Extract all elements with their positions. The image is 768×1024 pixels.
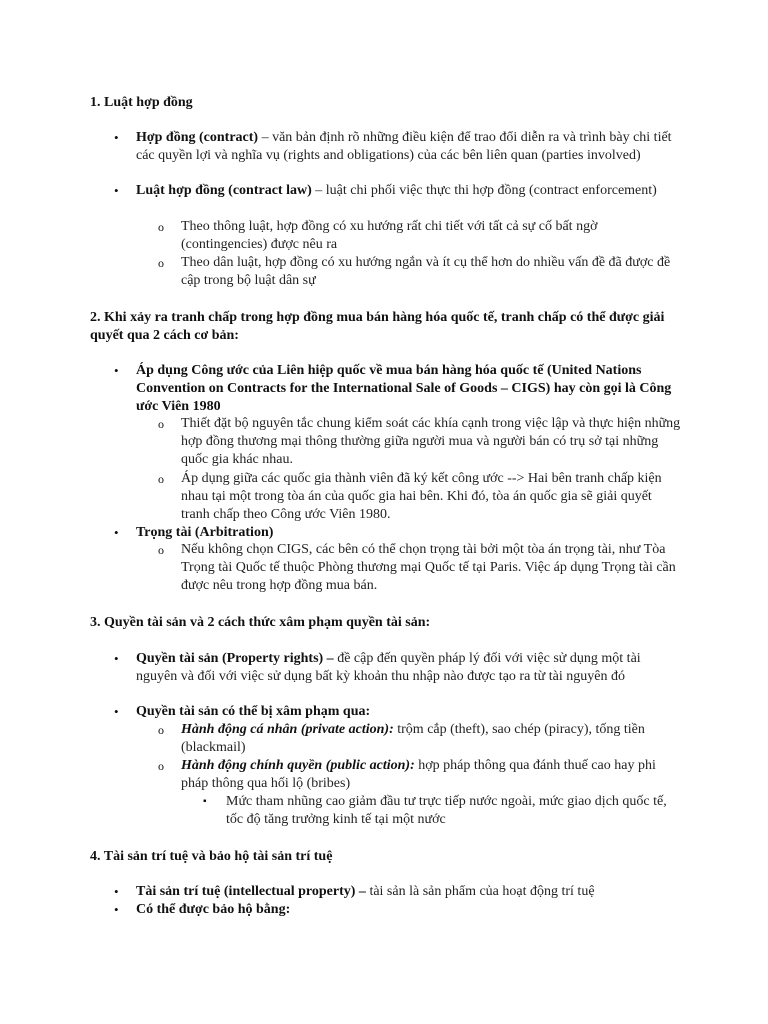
definition-text: đề cập đến quyền pháp lý đối với việc sử dụng một tài nguyên và đối với việc sử dụng bất kỳ khoản thu nhập nào được tạo ra từ tài nguyên đó	[136, 651, 641, 684]
square-marker: ▪	[203, 796, 207, 807]
circle-marker: o	[158, 759, 164, 773]
section-heading-4: 4. Tài sản trí tuệ và bảo hộ tài sản trí tuệ	[90, 849, 333, 864]
definition-text: trộm cắp (theft), sao chép (piracy), tống tiền (blackmail)	[181, 722, 645, 755]
circle-marker: o	[158, 543, 164, 557]
definition-text: – văn bản định rõ những điều kiện để trao đổi diễn ra và trình bày chi tiết các quyền lợi và nghĩa vụ (rights and obligations) của các bên liên quan (parties involved)	[136, 130, 672, 163]
term-label: Tài sản trí tuệ (intellectual property) –	[136, 884, 366, 899]
term-label: Quyền tài sản có thể bị xâm phạm qua:	[136, 704, 371, 719]
circle-marker: o	[158, 723, 164, 737]
sub-list-item: Thiết đặt bộ nguyên tắc chung kiểm soát các khía cạnh trong việc lập và thực hiện những hợp đồng thương mại thông thường giữa người mua và người bán có trụ sở tại những quốc gia khác nhau.	[181, 416, 681, 467]
bullet-marker: •	[114, 363, 119, 378]
sub-list-item: Theo thông luật, hợp đồng có xu hướng rất chi tiết với tất cả sự cố bất ngờ (contingencies) được nêu ra	[181, 219, 598, 252]
term-label: Hành động chính quyền (public action):	[181, 758, 415, 773]
section-heading-1: 1. Luật hợp đồng	[90, 95, 193, 110]
list-item	[136, 362, 676, 416]
term-label: Hợp đồng (contract)	[136, 130, 259, 145]
list-item	[136, 129, 676, 165]
term-label: Trọng tài (Arbitration)	[136, 525, 274, 540]
bullet-marker: •	[114, 884, 119, 899]
definition-text: tài sản là sản phẩm của hoạt động trí tuệ	[365, 884, 595, 899]
bullet-marker: •	[114, 130, 119, 145]
list-item	[136, 883, 676, 901]
list-item	[136, 703, 676, 721]
term-label: Luật hợp đồng (contract law)	[136, 183, 312, 198]
sub-list-item	[181, 757, 681, 793]
definition-text: – luật chi phối việc thực thi hợp đồng (contract enforcement)	[311, 183, 657, 198]
circle-marker: o	[158, 472, 164, 486]
section-heading-2: 2. Khi xảy ra tranh chấp trong hợp đồng mua bán hàng hóa quốc tế, tranh chấp có thể được giải quyết qua 2 cách cơ bản:	[90, 310, 665, 343]
definition-text: hợp pháp thông qua đánh thuế cao hay phi pháp thông qua hối lộ (bribes)	[181, 758, 656, 791]
sub-list-item: Theo dân luật, hợp đồng có xu hướng ngắn và ít cụ thể hơn do nhiều vấn đề đã được đề cập trong bộ luật dân sự	[181, 255, 671, 288]
circle-marker: o	[158, 256, 164, 270]
sub-list-item	[181, 721, 681, 757]
sub-list-item: Nếu không chọn CIGS, các bên có thể chọn trọng tài bởi một tòa án trọng tài, như Tòa Trọng tài Quốc tế thuộc Phòng thương mại Quốc tế tại Paris. Việc áp dụng Trọng tài cần được nêu trong hợp đồng mua bán.	[181, 542, 676, 593]
bullet-marker: •	[114, 183, 119, 198]
term-label: Hành động cá nhân (private action):	[181, 722, 394, 737]
list-item	[136, 901, 676, 919]
list-item	[136, 650, 676, 686]
bullet-marker: •	[114, 651, 119, 666]
list-item	[136, 182, 676, 200]
bullet-marker: •	[114, 902, 119, 917]
list-item	[136, 524, 676, 542]
bullet-marker: •	[114, 704, 119, 719]
sub-sub-list-item: Mức tham nhũng cao giảm đầu tư trực tiếp nước ngoài, mức giao dịch quốc tế, tốc độ tăng trưởng kinh tế tại một nước	[226, 794, 667, 827]
term-label: Quyền tài sản (Property rights) –	[136, 651, 334, 666]
bullet-marker: •	[114, 525, 119, 540]
sub-list-item: Áp dụng giữa các quốc gia thành viên đã ký kết công ước --> Hai bên tranh chấp kiện nhau tại một trong tòa án của quốc gia hai bên. Khi đó, tòa án quốc gia sẽ giải quyết tranh chấp theo Công ước Viên 1980.	[181, 471, 662, 522]
section-heading-3: 3. Quyền tài sản và 2 cách thức xâm phạm quyền tài sản:	[90, 615, 431, 630]
term-label: Có thể được bảo hộ bằng:	[136, 902, 291, 917]
circle-marker: o	[158, 220, 164, 234]
term-label: Áp dụng Công ước của Liên hiệp quốc về mua bán hàng hóa quốc tế (United Nations Convention on Contracts for the International Sale of Goods – CIGS) hay còn gọi là Công ước Viên 1980	[136, 363, 672, 414]
circle-marker: o	[158, 417, 164, 431]
